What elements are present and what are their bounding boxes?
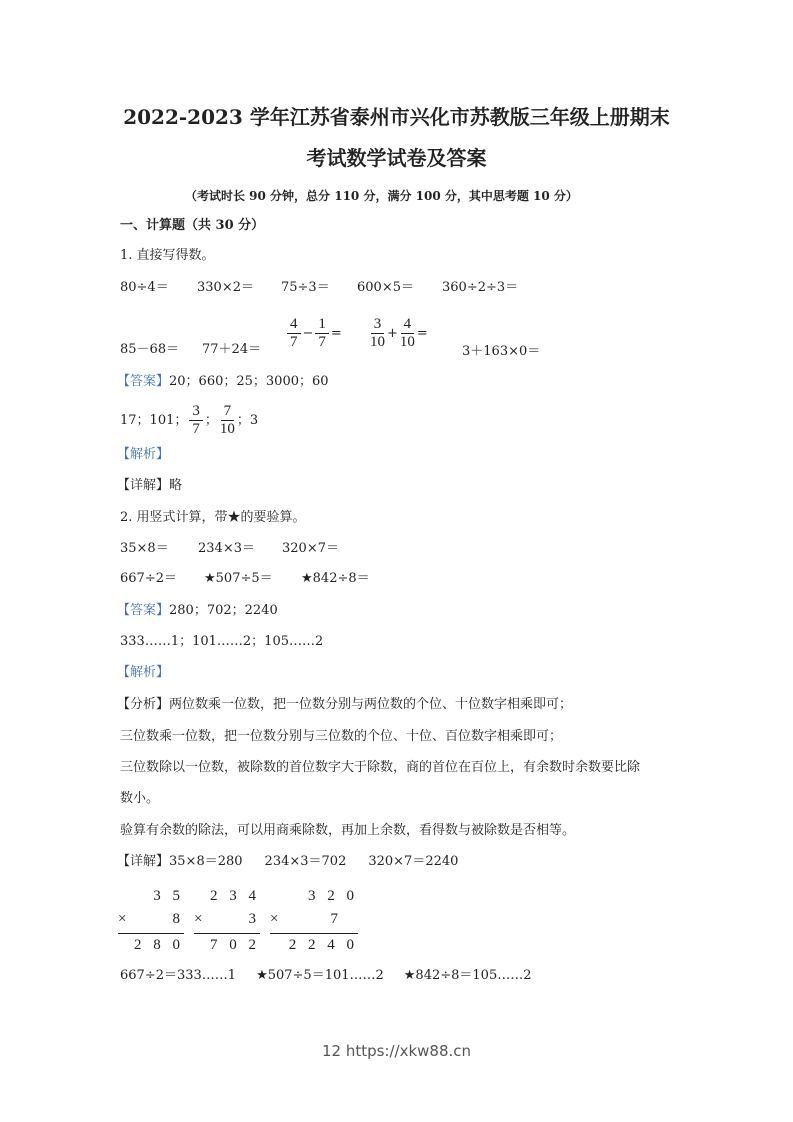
vertical-calc: 3 2 0 × 7 2 2 4 0 (270, 888, 358, 953)
expr: 85－68＝ (120, 342, 180, 357)
analysis-line: 三位数乘一位数，把一位数分别与三位数的个位、十位、百位数字相乘即可； (120, 729, 563, 744)
q2-analysis-tag: 【解析】 (117, 665, 170, 680)
expr: 360÷2÷3＝ (442, 280, 519, 295)
q1-answer: 【答案】20；660；25；3000；60 (117, 374, 329, 389)
analysis-line: 数小。 (120, 791, 160, 806)
expr: 35×8＝ (120, 541, 169, 556)
q2-prompt: 2. 用竖式计算，带★的要验算。 (120, 510, 306, 525)
title-line2: 考试数学试卷及答案 (306, 146, 487, 170)
expr: 600×5＝ (357, 280, 414, 295)
expr: 3＋163×0＝ (462, 344, 541, 359)
expr: 330×2＝ (197, 280, 254, 295)
q2-answer-2: 333……1；101……2；105……2 (120, 634, 324, 649)
fraction-expr: $\frac{4}{7}$ − $\frac{1}{7}$ = (285, 316, 342, 351)
q2-answer: 【答案】280；702；2240 (117, 603, 278, 618)
q1-answer-2: 17；101； $\frac{3}{7}$ ； $\frac{7}{10}$ ；3 (120, 403, 259, 437)
subtitle: （考试时长 90 分钟，总分 110 分，满分 100 分，其中思考题 10 分） (185, 189, 578, 203)
expr: 234×3＝ (198, 541, 255, 556)
page-footer: 12 https://xkw88.cn (321, 1042, 472, 1060)
expr: 80÷4＝ (120, 280, 169, 295)
vertical-calc: 3 5 × 8 2 8 0 (118, 888, 184, 953)
analysis-line: 验算有余数的除法，可以用商乘除数，再加上余数，看得数与被除数是否相等。 (120, 823, 576, 838)
expr: ★842÷8＝ (301, 571, 370, 586)
expr: 320×7＝ (282, 541, 339, 556)
fraction-expr: $\frac{3}{10}$ + $\frac{4}{10}$ = (370, 316, 428, 350)
expr: 75÷3＝ (281, 280, 330, 295)
section-heading: 一、计算题（共 30 分） (120, 218, 265, 233)
division-results: 667÷2＝333……1 ★507÷5＝101……2 ★842÷8＝105……2 (120, 968, 532, 983)
analysis-line: 三位数除以一位数，被除数的首位数字大于除数，商的首位在百位上，有余数时余数要比除 (120, 760, 641, 775)
expr: 667÷2＝ (120, 571, 177, 586)
q1-prompt: 1. 直接写得数。 (120, 248, 215, 263)
expr: 77＋24＝ (202, 342, 262, 357)
title-line1: 2022-2023 学年江苏省泰州市兴化市苏教版三年级上册期末 (123, 105, 670, 129)
q1-detail: 【详解】略 (117, 478, 183, 493)
q1-analysis-tag: 【解析】 (117, 447, 170, 462)
vertical-calc: 2 3 4 × 3 7 0 2 (194, 888, 260, 953)
analysis-line: 【分析】两位数乘一位数，把一位数分别与两位数的个位、十位数字相乘即可； (117, 697, 573, 712)
expr: ★507÷5＝ (204, 571, 273, 586)
q2-detail: 【详解】35×8＝280 234×3＝702 320×7＝2240 (117, 854, 459, 869)
